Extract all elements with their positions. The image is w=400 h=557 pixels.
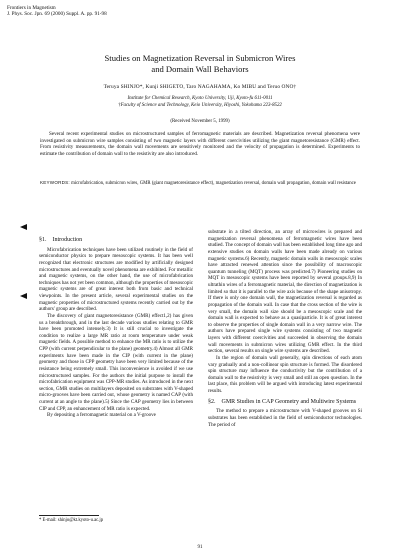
keywords <box>40 180 360 187</box>
section-2-heading: §2. GMR Studies in CAP Geometry and Multiwire Systems <box>208 398 357 405</box>
right-paragraph-1: substrate in a tilted direction, an array of microwires is prepared and magnetization reversal phenomena of ferromagnetic wires have been studied. The concept of domain wall has been established long time ago and extensive studies on domain walls have been made already on various magnetic systems.6) Recently, magnetic domain walls in mesoscopic scales have attracted renewed attention since the possibility of macroscopic quantum tunneling (MQT) process was predicted.7) Pioneering studies on MQT in mesoscopic systems have been reported by several groups.8,9) In ultrathin wires of a ferromagnetic material, the direction of magnetization is limited so that it is parallel to the wire axis because of the shape anisotropy. If there is only one domain wall, the magnetization reversal is regarded as propagation of the domain wall. In case that the cross section of the wire is very small, the domain wall size should be a mesoscopic scale and the domain wall is expected to behave as a quasiparticle. It is of great interest to observe the properties of single domain wall in a very narrow wire. The authors have prepared single wire systems consisting of two magnetic layers with different coercivities and succeeded in observing the domain wall movements in submicron wires utilizing GMR effect. In the third section, several results on single wire systems are described. <box>208 229 362 355</box>
section-2-paragraph: The method to prepare a microstructure with V-shaped grooves on Si substrates has been established in the field of semiconductor technologies. The period of <box>208 408 362 428</box>
intro-paragraph-2: The discovery of giant magnetoresistance (GMR) effect1,2) has given us a breakthrough, and in the last decade various studies relating to GMR have been promoted intensely.3) It is still crucial to investigate the condition to realize a large MR ratio at room temperature under weak magnetic fields. A possible method to enhance the MR ratio is to utilize the CPP (with current perpendicular to the plane) geometry.4) Almost all GMR experiments have been made in the CIP (with current in the plane) geometry and those in CPP geometry have been very limited because of the resistance being extremely small. This inconvenience is avoided if we use microstructured samples. For the authors the initial purpose to install the microfabrication equipment was CPP-MR studies. As introduced in the next section, GMR studies on multilayers deposited on substrates with V-shaped micro-grooves have been carried out, whose geometry is named CAP (with current at an angle to the plane).5) Since the CAP geometry lies in between CIP and CPP, an enhancement of MR ratio is expected. <box>39 312 193 412</box>
affiliation-1: Institute for Chemical Research, Kyoto University, Uji, Kyoto-fu 611-0011 <box>127 96 273 101</box>
title-line-2: and Domain Wall Behaviors <box>151 63 249 74</box>
abstract: Several recent experimental studies on microstructured samples of ferromagnetic materials are described. Magnetization reversal phenomena were investigated on submicron wire samples consisting of two magnetic layers with different coercivities utilizing the giant magnetoresistance (GMR) effect. From resistivity measurements, the domain wall movements are sensitively monitored and the velocity of propagation is determined. Experiments to estimate the contribution of domain wall to the resistivity are also introduced. <box>40 131 360 157</box>
keywords-label: KEYWORDS: <box>40 180 70 185</box>
section-1-heading: §1. Introduction <box>39 237 83 243</box>
paper-title <box>0 53 400 74</box>
intro-paragraph-3: By depositing a ferromagnetic material on a V-groove <box>47 412 156 419</box>
journal-name: Frontiers in Magnetism <box>7 5 56 11</box>
journal-citation: J. Phys. Soc. Jpn. 69 (2000) Suppl. A. pp. 91-98 <box>7 11 107 18</box>
page-number: 91 <box>197 545 203 550</box>
keywords-text: microfabrication, submicron wires, GMR (giant magnetoresistance effect), magnetization reversal, domain wall propagation, domain wall resistance <box>71 181 356 186</box>
margin-marker-icon <box>20 224 27 230</box>
journal-header <box>7 5 107 18</box>
title-line-1: Studies on Magnetization Reversal in Submicron Wires <box>104 53 296 63</box>
right-column <box>208 229 362 428</box>
margin-marker-icon <box>20 293 27 299</box>
right-paragraph-2: In the region of domain wall generally, spin directions of each atom vary gradually and a non-collinear spin structure is formed. The disordered spin structure may influence the conductivity but the contribution of a domain wall to the resistivity is very small and still an open question. In the last place, this problem will be argued with introducing latest experimental results. <box>208 354 362 394</box>
footnote-rule <box>39 515 99 516</box>
left-column <box>39 237 193 419</box>
footnote: * E-mail: shinjo@kt.kyoto-u.ac.jp <box>39 518 104 523</box>
author-list: Teruya SHINJO*, Kunji SHIGETO, Taro NAGAHAMA, Ko MIBU and Teruo ONO† <box>103 84 297 90</box>
affiliations <box>0 96 400 109</box>
affiliation-2: †Faculty of Science and Technology, Keio University, Hiyoshi, Yokohama 223-8522 <box>118 102 282 108</box>
intro-paragraph-1: Microfabrication techniques have been utilized routinely in the field of semiconductor physics to prepare mesoscopic systems. It has been well recognized that electronic structures are modified by artificially designed microstructures and eventually novel phenomena are exhibited. For metallic and magnetic systems, on the other hand, the use of microfabrication techniques has not yet been common, although the properties of mesoscopic magnetic systems are of great interest both from basic and technical viewpoints. In the present article, several experimental studies on the magnetic properties of microstructured systems recently carried out by the authors' group are described. <box>39 246 193 313</box>
received-date: (Received November 5, 1999) <box>170 119 230 124</box>
